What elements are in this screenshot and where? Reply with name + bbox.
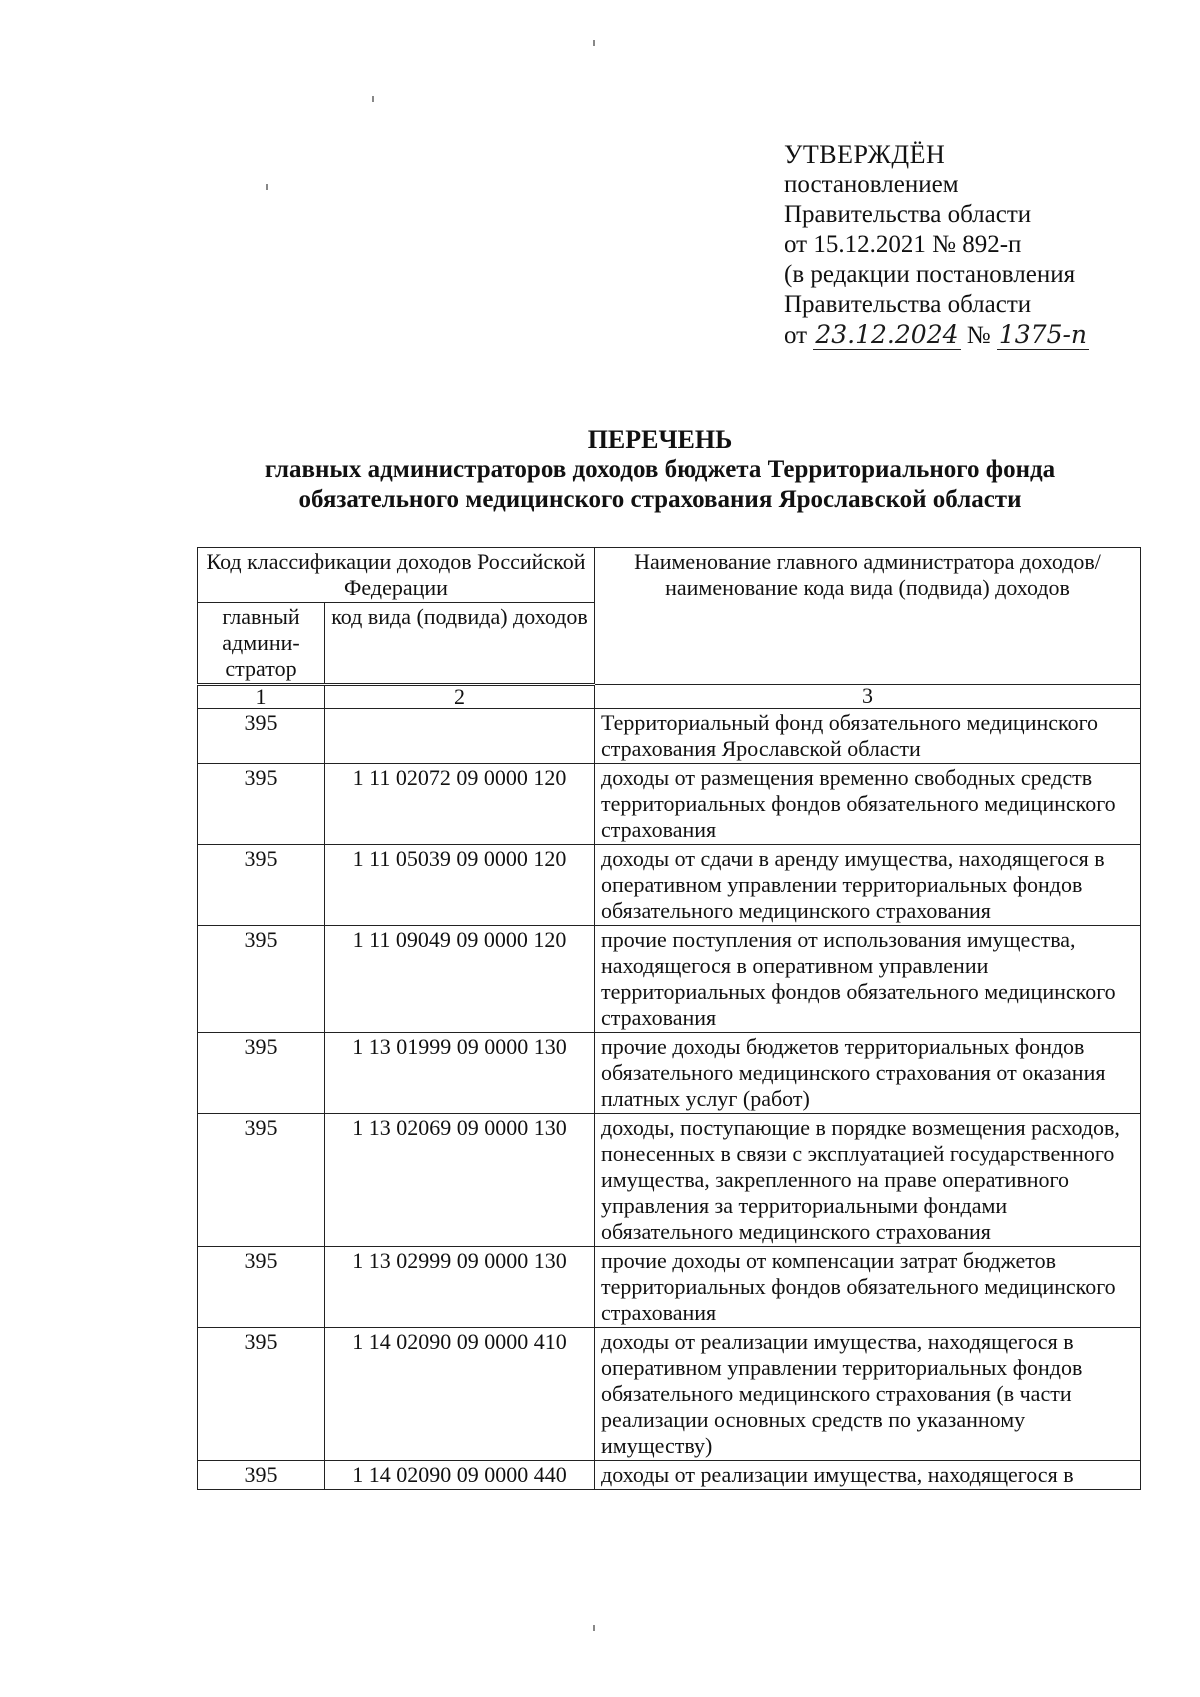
- income-name-cell: доходы, поступающие в порядке возмещения расходов, понесенных в связи с эксплуатацией государственного имущества, закрепленного на праве оперативного управления за территориальными фондами обязательного медицинского страхования: [595, 1114, 1141, 1247]
- admin-code-cell: 395: [198, 1461, 325, 1490]
- document-subtitle-line: главных администраторов доходов бюджета Территориального фонда: [264, 456, 1056, 483]
- document-subtitle-line: обязательного медицинского страхования Ярославской области: [298, 486, 1022, 513]
- income-code-cell: 1 11 05039 09 0000 120: [325, 845, 595, 926]
- admin-code-cell: 395: [198, 1114, 325, 1247]
- approval-date-line: [784, 320, 1089, 351]
- approval-line: Правительства области: [784, 291, 1032, 318]
- table-row: [198, 926, 1141, 1033]
- column-number: 2: [325, 685, 595, 709]
- column-number: 3: [595, 685, 1141, 709]
- approval-line: (в редакции постановления: [784, 261, 1076, 288]
- table-row: [198, 1033, 1141, 1114]
- scan-speck: [593, 1625, 595, 1631]
- document-heading: [180, 425, 1140, 515]
- admin-code-cell: 395: [198, 1328, 325, 1461]
- table-row: [198, 1247, 1141, 1328]
- scan-speck: [266, 184, 268, 190]
- table-row: [198, 1114, 1141, 1247]
- number-sign: №: [966, 322, 991, 349]
- header-admin: главный админи-стратор: [198, 603, 325, 685]
- table-row: [198, 764, 1141, 845]
- administrators-table: [197, 547, 1141, 1490]
- income-code-cell: 1 14 02090 09 0000 410: [325, 1328, 595, 1461]
- table-header-row: [198, 548, 1141, 603]
- approval-line: Правительства области: [784, 201, 1032, 228]
- handwritten-number: 1375-п: [998, 320, 1088, 349]
- approval-stamp-block: [784, 140, 1089, 351]
- header-classification-code: Код классификации доходов Российской Федерации: [198, 548, 595, 603]
- income-name-cell: доходы от сдачи в аренду имущества, находящегося в оперативном управлении территориальных фондов обязательного медицинского страхования: [595, 845, 1141, 926]
- income-code-cell: 1 11 09049 09 0000 120: [325, 926, 595, 1033]
- approval-line: от 15.12.2021 № 892-п: [784, 231, 1022, 258]
- scan-speck: [593, 40, 595, 46]
- income-name-cell: прочие доходы бюджетов территориальных фондов обязательного медицинского страхования от оказания платных услуг (работ): [595, 1033, 1141, 1114]
- handwritten-date: 23.12.2024: [815, 320, 959, 349]
- admin-code-cell: 395: [198, 926, 325, 1033]
- income-name-cell: доходы от размещения временно свободных средств территориальных фондов обязательного медицинского страхования: [595, 764, 1141, 845]
- income-code-cell: 1 13 01999 09 0000 130: [325, 1033, 595, 1114]
- table-row: [198, 845, 1141, 926]
- income-code-cell: 1 13 02999 09 0000 130: [325, 1247, 595, 1328]
- income-name-cell: прочие доходы от компенсации затрат бюджетов территориальных фондов обязательного медицинского страхования: [595, 1247, 1141, 1328]
- admin-code-cell: 395: [198, 709, 325, 764]
- scan-speck: [372, 96, 374, 102]
- income-code-cell: 1 13 02069 09 0000 130: [325, 1114, 595, 1247]
- approval-line: постановлением: [784, 171, 959, 198]
- income-name-cell: доходы от реализации имущества, находящегося в оперативном управлении территориальных фондов обязательного медицинского страхования (в части реализации основных средств по указанному имуществу): [595, 1328, 1141, 1461]
- income-code-cell: 1 11 02072 09 0000 120: [325, 764, 595, 845]
- column-number-row: [198, 685, 1141, 709]
- admin-code-cell: 395: [198, 845, 325, 926]
- admin-code-cell: 395: [198, 764, 325, 845]
- document-title: ПЕРЕЧЕНЬ: [587, 425, 733, 454]
- date-prefix: от: [784, 322, 808, 349]
- admin-code-cell: 395: [198, 1033, 325, 1114]
- header-name: Наименование главного администратора доходов/наименование кода вида (подвида) доходов: [595, 548, 1141, 685]
- header-code: код вида (подвида) доходов: [325, 603, 595, 685]
- income-name-cell: Территориальный фонд обязательного медицинского страхования Ярославской области: [595, 709, 1141, 764]
- income-code-cell: 1 14 02090 09 0000 440: [325, 1461, 595, 1490]
- approval-title: УТВЕРЖДЁН: [784, 140, 946, 169]
- table-row: [198, 1461, 1141, 1490]
- column-number: 1: [198, 685, 325, 709]
- admin-code-cell: 395: [198, 1247, 325, 1328]
- income-name-cell: доходы от реализации имущества, находящегося в: [595, 1461, 1141, 1490]
- income-code-cell: [325, 709, 595, 764]
- income-name-cell: прочие поступления от использования имущества, находящегося в оперативном управлении территориальных фондов обязательного медицинского страхования: [595, 926, 1141, 1033]
- table-row: [198, 1328, 1141, 1461]
- table-row: [198, 709, 1141, 764]
